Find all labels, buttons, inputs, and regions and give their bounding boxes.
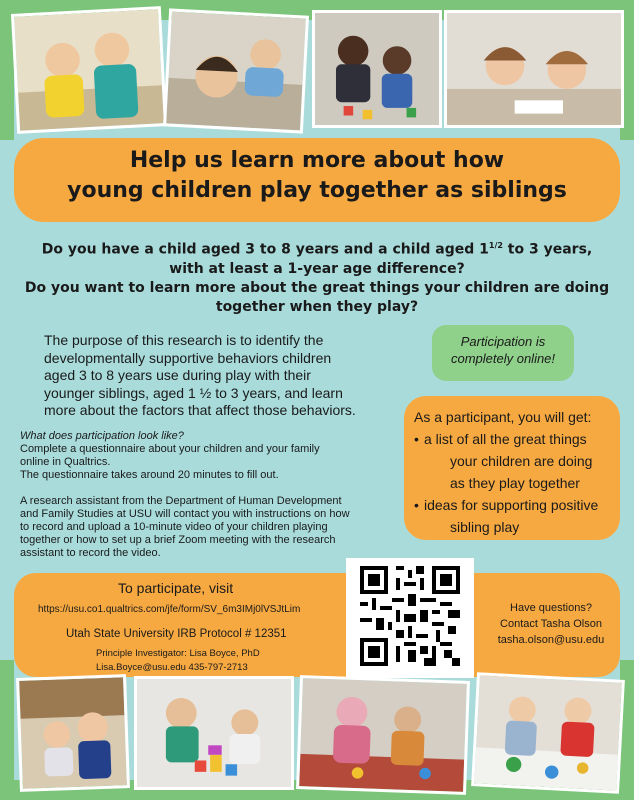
benefits-heading: As a participant, you will get: [414,409,592,425]
online-line-1: Participation is [460,334,546,349]
participate-heading: To participate, visit [118,580,234,596]
eligibility-questions [20,236,614,317]
details-line: online in Qualtrics. [20,456,111,468]
qr-code-icon [360,566,460,666]
photo-children-blocks [312,10,442,128]
investigator-contact: Lisa.Boyce@usu.edu 435-797-2713 [96,662,248,673]
contact-info [486,600,616,648]
online-participation-badge [432,325,574,381]
qr-code[interactable] [346,558,474,678]
principal-investigator: Principle Investigator: Lisa Boyce, PhD [96,648,260,659]
participation-details [20,430,400,560]
question-1-superscript: 1/2 [488,241,503,250]
benefit-text: your children are doing [450,453,593,469]
contact-email[interactable]: tasha.olson@usu.edu [497,634,605,646]
photo-siblings-reading [16,674,130,792]
details-line: and Family Studies at USU will contact you with instructions on how [20,508,350,520]
title-line-1: Help us learn more about how [129,148,505,173]
contact-line-1: Have questions? [510,602,592,614]
purpose-line: The purpose of this research is to identify the [44,332,324,348]
photo-toddlers-crawling [163,8,309,133]
details-line: assistant to record the video. [20,547,161,559]
online-line-2: completely online! [450,351,556,366]
benefit-text: sibling play [450,519,520,535]
question-2-line-2: together when they play? [215,298,419,315]
benefit-item [414,428,612,494]
photo-children-painting [471,672,625,794]
purpose-paragraph [44,332,374,420]
question-1-text: Do you have a child aged 3 to 8 years and a child aged 1 [41,241,489,258]
purpose-line: developmentally supportive behaviors children [44,349,332,366]
purpose-line: younger siblings, aged 1 ½ to 3 years, and learn [44,384,343,401]
photo-girls-reading [444,10,624,128]
purpose-line: more about the factors that affect those behaviors. [44,402,356,418]
question-1-line-2: with at least a 1-year age difference? [169,260,465,277]
question-2-line-1: Do you want to learn more about the great things your children are doing [24,279,610,296]
irb-protocol: Utah State University IRB Protocol # 12351 [66,628,287,640]
photo-siblings-building [134,676,294,790]
details-line: Complete a questionnaire about your children and your family [20,443,320,455]
question-1-text-end: to 3 years, [502,241,593,258]
bullet-icon: • [414,497,419,513]
bullet-icon: • [414,431,419,447]
benefit-text: as they play together [450,475,580,491]
details-question: What does participation look like? [20,430,184,442]
details-line: The questionnaire takes around 20 minutes to fill out. [20,469,279,481]
contact-line-2: Contact Tasha Olson [500,618,602,630]
details-line: together or how to set up a brief Zoom meeting with the research [20,534,336,546]
benefit-text: a list of all the great things [424,431,587,447]
purpose-line: aged 3 to 8 years use during play with their [44,367,311,383]
question-1-line-1 [20,236,614,260]
title-line-2: young children play together as siblings [67,178,567,203]
details-line: A research assistant from the Department of Human Development [20,495,342,507]
benefit-item [414,494,612,538]
title-banner [14,138,620,222]
survey-link[interactable]: https://usu.co1.qualtrics.com/jfe/form/SV_6m3IMj0lVSJtLim [38,604,301,615]
benefit-text: ideas for supporting positive [424,497,599,513]
details-line: to record and upload a 10-minute video of your children playing [20,521,328,533]
participant-benefits-box [404,396,620,540]
photo-children-doctor-play [11,6,167,134]
photo-family-playing [296,675,470,795]
